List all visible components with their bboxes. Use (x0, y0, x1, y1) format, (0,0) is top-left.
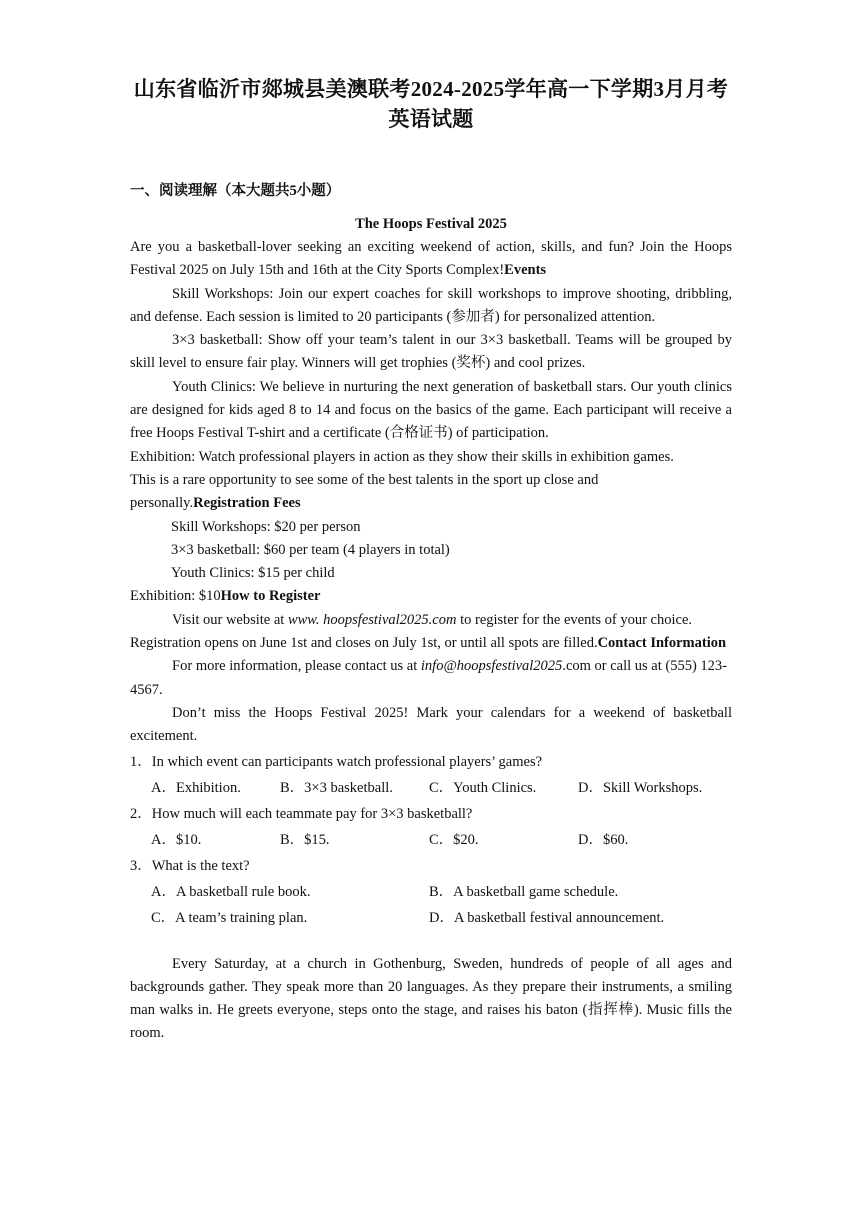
fee-exhibition-line (130, 585, 732, 608)
register-post: to register for the events of your choice. Registration opens on June 1st and closes on July 1st, or until all spots are filled. (130, 611, 693, 652)
fee-workshops: Skill Workshops: $20 per person (171, 518, 361, 535)
option-b[interactable]: B．$15. (280, 831, 330, 848)
passage-intro (130, 236, 732, 283)
option-c[interactable]: C．A team’s training plan. (151, 909, 308, 926)
question-1 (130, 749, 732, 801)
closing-paragraph: Don’t miss the Hoops Festival 2025! Mark your calendars for a weekend of basketball excitement. (130, 704, 732, 745)
document-page (130, 0, 732, 1046)
document-title: 山东省临沂市郯城县美澳联考2024-2025学年高一下学期3月月考英语试题 (133, 77, 729, 131)
exhibition-line-3 (130, 492, 732, 515)
option-d[interactable]: D．Skill Workshops. (578, 779, 703, 796)
skill-workshops-paragraph: Skill Workshops: Join our expert coaches for skill workshops to improve shooting, dribbling, and defense. Each session is limited to 20 participants (参加者) for personalized attention. (130, 285, 732, 325)
fee-3x3: 3×3 basketball: $60 per team (4 players in total) (171, 541, 450, 558)
fees-heading: Registration Fees (193, 495, 301, 512)
question-stem: 2．How much will each teammate pay for 3×3 basketball? (130, 805, 473, 822)
option-b[interactable]: B．A basketball game schedule. (429, 883, 619, 900)
option-c[interactable]: C．Youth Clinics. (429, 779, 537, 796)
option-c[interactable]: C．$20. (429, 831, 479, 848)
option-row (130, 827, 732, 853)
option-row (130, 905, 732, 931)
option-a[interactable]: A．$10. (151, 831, 202, 848)
register-paragraph (130, 609, 732, 656)
fee-exhibition: Exhibition: $10 (130, 588, 221, 605)
option-a[interactable]: A．A basketball rule book. (151, 883, 311, 900)
exhibition-line-3-text: personally. (130, 495, 194, 512)
contact-post: .com or call us at (555) 123-4567. (130, 658, 728, 698)
youth-clinics-paragraph: Youth Clinics: We believe in nurturing the next generation of basketball stars. Our youth clinics are designed for kids aged 8 to 14 and focus on the basics of the game. Each participant will receive a free Hoops Festival T-shirt and a certificate (合格证书) of participation. (130, 378, 732, 442)
option-a[interactable]: A．Exhibition. (151, 779, 241, 796)
intro-text: Are you a basketball-lover seeking an exciting weekend of action, skills, and fun? Join the Hoops Festival 2025 on July 15th and 16th at the City Sports Complex! (130, 239, 732, 279)
option-row (130, 879, 732, 905)
question-stem: 1．In which event can participants watch professional players’ games? (130, 753, 543, 770)
option-row (130, 775, 732, 801)
passage-title: The Hoops Festival 2025 (355, 216, 507, 232)
register-pre: Visit our website at (172, 611, 288, 628)
contact-paragraph (130, 655, 732, 702)
section-heading: 一、阅读理解（本大题共5小题） (130, 183, 341, 199)
option-d[interactable]: D．A basketball festival announcement. (429, 909, 665, 926)
passage-b-paragraph: Every Saturday, at a church in Gothenburg, Sweden, hundreds of people of all ages and backgrounds gather. They speak more than 20 languages. As they prepare their instruments, a smiling man walks in. He greets everyone, steps onto the stage, and raises his baton (指挥棒). Music fills the room. (130, 955, 732, 1042)
register-heading: How to Register (220, 588, 321, 605)
contact-pre: For more information, please contact us at (172, 658, 421, 675)
question-stem: 3．What is the text? (130, 857, 250, 874)
contact-heading: Contact Information (597, 635, 727, 652)
exhibition-line-1: Exhibition: Watch professional players in action as they show their skills in exhibition games. (130, 448, 674, 465)
register-url: www. hoopsfestival2025.com (287, 611, 457, 628)
fee-clinics: Youth Clinics: $15 per child (171, 565, 335, 582)
option-b[interactable]: B．3×3 basketball. (280, 779, 393, 796)
contact-email: info@hoopsfestival2025 (420, 658, 563, 675)
option-d[interactable]: D．$60. (578, 831, 629, 848)
three-on-three-paragraph: 3×3 basketball: Show off your team’s talent in our 3×3 basketball. Teams will be grouped by skill level to ensure fair play. Winners will get trophies (奖杯) and cool prizes. (130, 332, 732, 372)
question-3 (130, 853, 732, 931)
events-heading: Events (504, 262, 547, 279)
exhibition-line-2: This is a rare opportunity to see some of the best talents in the sport up close and (130, 471, 599, 488)
question-2 (130, 801, 732, 853)
